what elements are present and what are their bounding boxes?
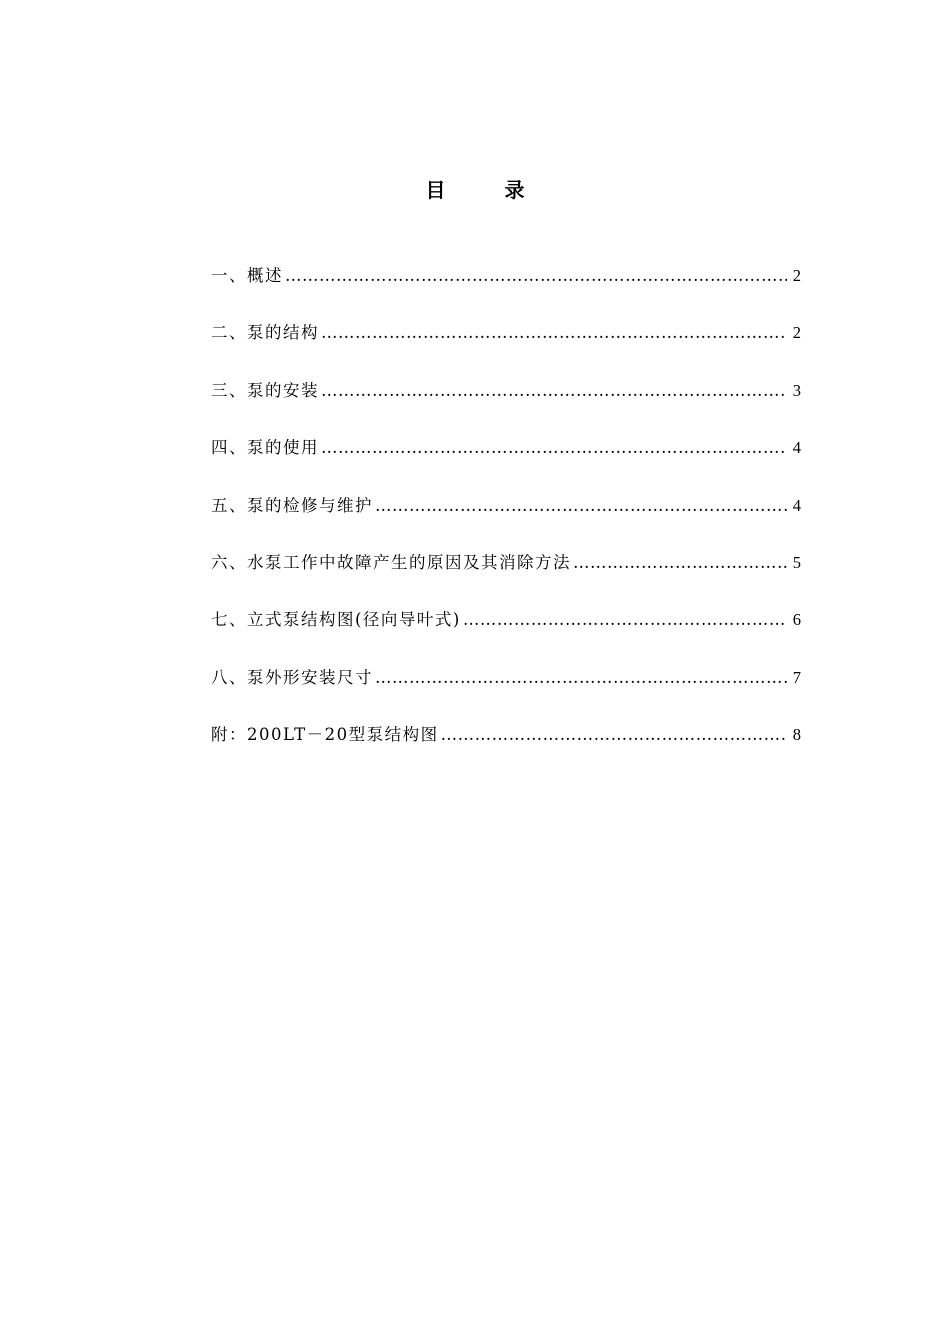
dot-leader [441, 721, 787, 749]
toc-page-number: 5 [792, 552, 801, 572]
toc-page-number: 2 [792, 266, 801, 285]
toc-entry-structure[interactable] [211, 319, 801, 376]
dot-leader [321, 434, 787, 462]
toc-title: 目 录 [425, 178, 551, 202]
toc-list [211, 262, 801, 779]
toc-page-number: 7 [792, 667, 801, 687]
dot-leader [573, 549, 787, 577]
toc-entry-text: 八、泵外形安装尺寸 [211, 667, 373, 687]
toc-page-number: 4 [792, 495, 801, 515]
toc-entry-text: 二、泵的结构 [211, 323, 319, 343]
toc-entry-text: 六、水泵工作中故障产生的原因及其消除方法 [211, 552, 571, 572]
toc-entry-text: 四、泵的使用 [211, 438, 319, 458]
dot-leader [375, 664, 787, 692]
toc-entry-text: 五、泵的检修与维护 [211, 495, 373, 515]
toc-entry-overview[interactable] [211, 262, 801, 319]
toc-entry-text: 七、立式泵结构图(径向导叶式) [211, 610, 461, 630]
dot-leader [463, 606, 787, 634]
dot-leader [285, 262, 787, 290]
toc-entry-troubleshooting[interactable] [211, 549, 801, 606]
toc-entry-installation[interactable] [211, 377, 801, 434]
toc-entry-usage[interactable] [211, 434, 801, 491]
toc-entry-dimensions[interactable] [211, 664, 801, 721]
dot-leader [375, 492, 787, 520]
toc-page-number: 4 [792, 438, 801, 458]
toc-entry-text: 三、泵的安装 [211, 380, 319, 400]
toc-entry-vertical-pump-diagram[interactable] [211, 606, 801, 663]
toc-page-number: 6 [792, 610, 801, 630]
dot-leader [321, 377, 787, 405]
toc-page-number: 2 [792, 323, 801, 343]
toc-page-number: 8 [792, 725, 801, 745]
dot-leader [321, 319, 787, 347]
toc-page-number: 3 [792, 380, 801, 400]
toc-entry-maintenance[interactable] [211, 492, 801, 549]
toc-entry-appendix[interactable] [211, 721, 801, 778]
toc-entry-text: 附：200LT－20型泵结构图 [211, 725, 439, 745]
toc-entry-text: 一、概述 [211, 266, 283, 285]
